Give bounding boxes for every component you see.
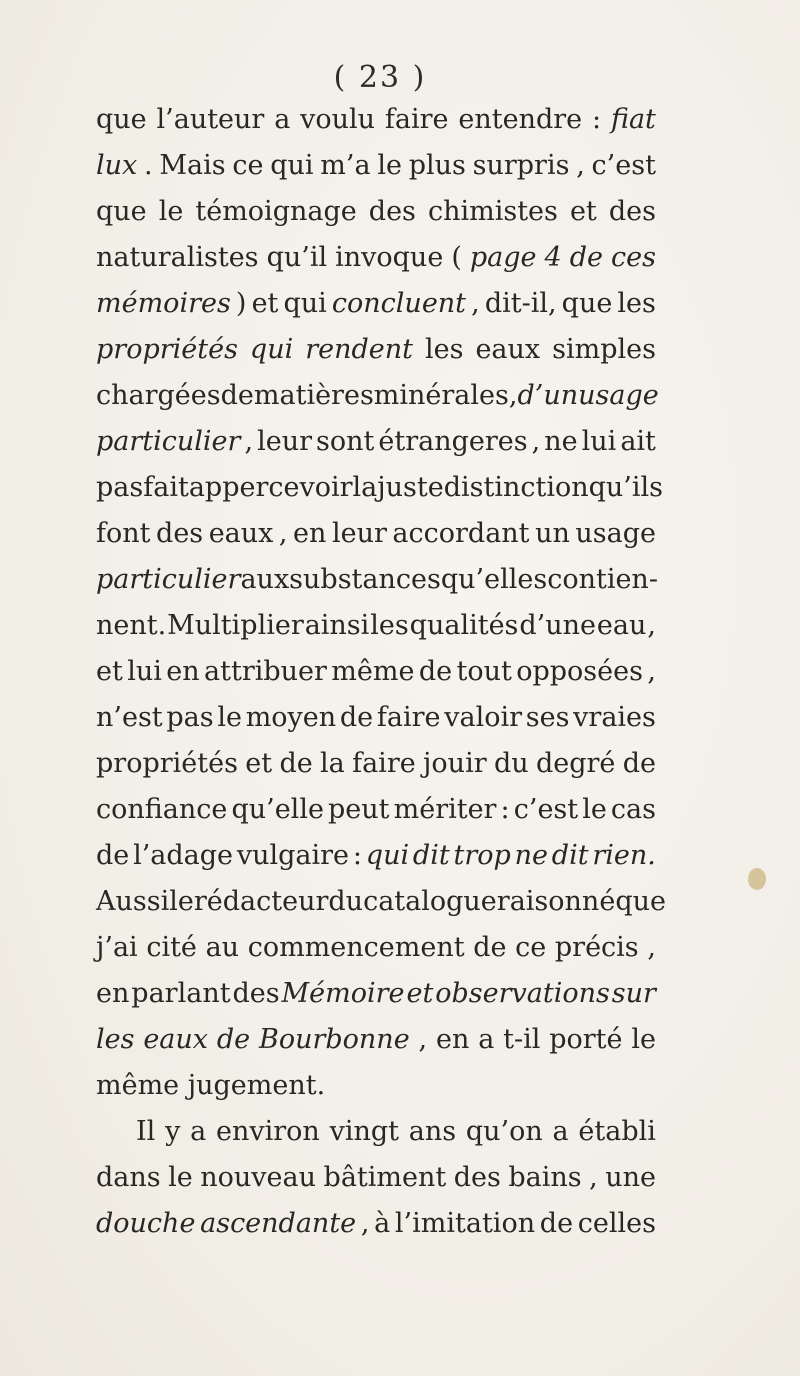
word: que [561, 288, 613, 319]
italic-word: sur [611, 978, 656, 1009]
word: qu’on [465, 1116, 543, 1147]
word: des [232, 978, 280, 1009]
word: opposées [516, 656, 643, 687]
word: simples [552, 334, 656, 365]
word: ( [451, 242, 462, 273]
word: t-il [503, 1024, 541, 1055]
word: substances [289, 564, 441, 595]
word: , [360, 1208, 370, 1239]
word: matières [253, 380, 374, 411]
word: la [320, 748, 345, 779]
word: qu’ils [588, 472, 664, 503]
word: mériter [393, 794, 497, 825]
word: des [368, 196, 416, 227]
word: surpris [472, 150, 570, 181]
word: étrangeres [378, 426, 528, 457]
word: propriétés [96, 748, 238, 779]
italic-word: qui [249, 334, 294, 365]
word: voulu [300, 104, 376, 135]
word: des [156, 518, 204, 549]
word: c’est [513, 794, 579, 825]
word: l’auteur [156, 104, 265, 135]
word: le [631, 1024, 656, 1055]
word: faire [376, 702, 441, 733]
italic-word: les [96, 1024, 135, 1055]
italic-word: trop [453, 840, 511, 871]
text-line [96, 603, 656, 649]
word: font [96, 518, 151, 549]
text-line [96, 373, 659, 419]
word: un [535, 518, 570, 549]
word: a [478, 1024, 495, 1055]
word: lui [127, 656, 162, 687]
word: de [622, 748, 656, 779]
word: le [377, 150, 402, 181]
word: nouveau [200, 1162, 317, 1193]
word: en [166, 656, 200, 687]
word: du [328, 886, 364, 917]
word: en [293, 518, 327, 549]
word: y [165, 1116, 181, 1147]
text-line [96, 511, 656, 557]
italic-word: Bourbonne [258, 1024, 410, 1055]
word: les [370, 610, 409, 641]
word: de [339, 702, 374, 733]
word: celles [577, 1208, 656, 1239]
word: et [569, 196, 597, 227]
word: chimistes [427, 196, 558, 227]
word: distinction [443, 472, 589, 503]
text-line [96, 1063, 656, 1109]
word: et [96, 656, 123, 687]
word: ainsi [304, 610, 370, 641]
word: que [96, 104, 147, 135]
italic-word: et [406, 978, 434, 1009]
word: m’a [320, 150, 371, 181]
word: qualités [409, 610, 519, 641]
italic-word: particulier [96, 564, 241, 595]
italic-word: dit [412, 840, 450, 871]
word: précis [554, 932, 639, 963]
text-line [96, 557, 656, 603]
word: dit-il, [484, 288, 557, 319]
text-line [96, 787, 656, 833]
text-line [96, 97, 656, 143]
text-line [96, 327, 656, 373]
text-line [96, 741, 656, 787]
word: le [168, 1162, 193, 1193]
word: , [278, 518, 288, 549]
word: témoignage [195, 196, 357, 227]
word: peut [328, 794, 390, 825]
word: vraies [573, 702, 656, 733]
italic-word: ascendante [200, 1208, 357, 1239]
word: , [576, 150, 585, 181]
word: raisonné [496, 886, 616, 917]
italic-word: fiat [610, 104, 656, 135]
italic-word: lux [96, 150, 138, 181]
italic-word: ne [514, 840, 548, 871]
word: porté [549, 1024, 623, 1055]
italic-word: mémoires [96, 288, 231, 319]
word: , [647, 656, 656, 687]
word: eau [596, 610, 647, 641]
word: nent. [96, 610, 167, 641]
text-line [96, 1017, 656, 1063]
word: d’une [519, 610, 596, 641]
italic-word: qui [365, 840, 410, 871]
italic-word: douche [96, 1208, 196, 1239]
word: vingt [329, 1116, 399, 1147]
word: et [251, 288, 279, 319]
word: usage [575, 518, 656, 549]
word: qui [283, 288, 327, 319]
italic-word: rendent [305, 334, 413, 365]
word: leur [257, 426, 312, 457]
text-run: même jugement. [96, 1070, 326, 1101]
word: faire [352, 748, 416, 779]
word: tout [456, 656, 512, 687]
word: , [531, 426, 541, 457]
text-line [96, 833, 656, 879]
text-line [96, 419, 656, 465]
word: de [539, 1208, 574, 1239]
word: une [605, 1162, 656, 1193]
word: qu’il [266, 242, 328, 273]
word: ses [525, 702, 570, 733]
word: accordant [392, 518, 530, 549]
word: ne [544, 426, 578, 457]
italic-word: ces [611, 242, 656, 273]
word: entendre [458, 104, 583, 135]
word: vulgaire [236, 840, 350, 871]
italic-word: de [216, 1024, 251, 1055]
word: en [96, 978, 130, 1009]
word: des [608, 196, 656, 227]
word: catalogue [363, 886, 497, 917]
word: valoir [444, 702, 523, 733]
word: en [435, 1024, 470, 1055]
word: aux [240, 564, 290, 595]
word: à [374, 1208, 391, 1239]
word: plus [408, 150, 466, 181]
word: Aussi [96, 886, 170, 917]
word: rédacteur [193, 886, 329, 917]
text-line [96, 649, 656, 695]
word: de [473, 932, 507, 963]
word: sont [316, 426, 375, 457]
word: ans [408, 1116, 457, 1147]
word: cité [146, 932, 197, 963]
word: : [352, 840, 362, 871]
word: juste [377, 472, 444, 503]
text-line [96, 1201, 656, 1247]
word: le [217, 702, 242, 733]
text-line [96, 879, 666, 925]
word: bâtiment [323, 1162, 447, 1193]
word: le [169, 886, 194, 917]
word: même [331, 656, 415, 687]
word: commencement [247, 932, 465, 963]
word: au [205, 932, 240, 963]
word: qu’elle [231, 794, 324, 825]
word: naturalistes [96, 242, 259, 273]
word: . [144, 150, 153, 181]
text-line [96, 465, 664, 511]
word: dans [96, 1162, 161, 1193]
word: pas [96, 472, 144, 503]
italic-word: d’un [517, 380, 579, 411]
word: eaux [475, 334, 541, 365]
word: de [220, 380, 254, 411]
word: Il [136, 1116, 156, 1147]
word: que [615, 886, 666, 917]
word: moyen [245, 702, 337, 733]
text-line [96, 971, 656, 1017]
word: , [471, 288, 480, 319]
word: contien- [547, 564, 658, 595]
italic-word: page [469, 242, 537, 273]
word: , [418, 1024, 428, 1055]
text-line [96, 189, 656, 235]
word: faire [384, 104, 449, 135]
word: degré [535, 748, 616, 779]
italic-word: observations [435, 978, 610, 1009]
word: invoque [335, 242, 444, 273]
word: pas [166, 702, 214, 733]
page-number: ( 23 ) [333, 60, 427, 95]
word: a [274, 104, 291, 135]
word: le [158, 196, 184, 227]
text-line [96, 925, 656, 971]
word: de [279, 748, 313, 779]
word: l’imitation [394, 1208, 536, 1239]
word: , [647, 932, 656, 963]
paper-stain [748, 868, 766, 890]
italic-word: particulier [96, 426, 241, 457]
italic-word: dit [551, 840, 589, 871]
word: ait [620, 426, 656, 457]
word: Mais [159, 150, 226, 181]
word: jouir [423, 748, 487, 779]
text-line [96, 1109, 656, 1155]
word: environ [215, 1116, 320, 1147]
word: ce [232, 150, 264, 181]
word: , [244, 426, 254, 457]
word: que [96, 196, 147, 227]
word: des [453, 1162, 501, 1193]
word: attribuer [204, 656, 327, 687]
italic-word: de [569, 242, 604, 273]
body-text [96, 97, 666, 1247]
word: fait [143, 472, 189, 503]
word: de [418, 656, 453, 687]
word: Multiplier [167, 610, 304, 641]
word: a [190, 1116, 207, 1147]
word: chargées [96, 380, 221, 411]
word: : [500, 794, 510, 825]
word: établi [578, 1116, 656, 1147]
word: cas [610, 794, 656, 825]
text-line [96, 695, 656, 741]
italic-word: Mémoire [281, 978, 405, 1009]
word: , [508, 380, 518, 411]
word: l’adage [133, 840, 234, 871]
word: de [96, 840, 130, 871]
word: la [352, 472, 378, 503]
italic-word: 4 [544, 242, 562, 273]
word: : [592, 104, 602, 135]
word: confiance [96, 794, 228, 825]
italic-word: rien. [592, 840, 656, 871]
word: , [589, 1162, 598, 1193]
word: bains [508, 1162, 582, 1193]
word: j’ai [96, 932, 138, 963]
word: c’est [591, 150, 656, 181]
word: n’est [96, 702, 163, 733]
word: a [552, 1116, 569, 1147]
italic-word: concluent [331, 288, 467, 319]
text-line [96, 143, 656, 189]
word: lui [581, 426, 617, 457]
word: qui [270, 150, 314, 181]
word: parlant [131, 978, 231, 1009]
italic-word: eaux [143, 1024, 209, 1055]
italic-word: propriétés [96, 334, 238, 365]
word: le [582, 794, 607, 825]
word: , [647, 610, 656, 641]
word: leur [331, 518, 387, 549]
text-line [96, 235, 656, 281]
italic-word: usage [578, 380, 659, 411]
word: minérales [373, 380, 509, 411]
word: qu’elles [440, 564, 548, 595]
word: appercevoir [188, 472, 353, 503]
word: ) [235, 288, 247, 319]
word: les [424, 334, 464, 365]
text-line [96, 281, 656, 327]
word: les [617, 288, 656, 319]
word: et [245, 748, 273, 779]
word: ce [515, 932, 547, 963]
text-line [96, 1155, 656, 1201]
word: eaux [208, 518, 274, 549]
word: du [493, 748, 529, 779]
